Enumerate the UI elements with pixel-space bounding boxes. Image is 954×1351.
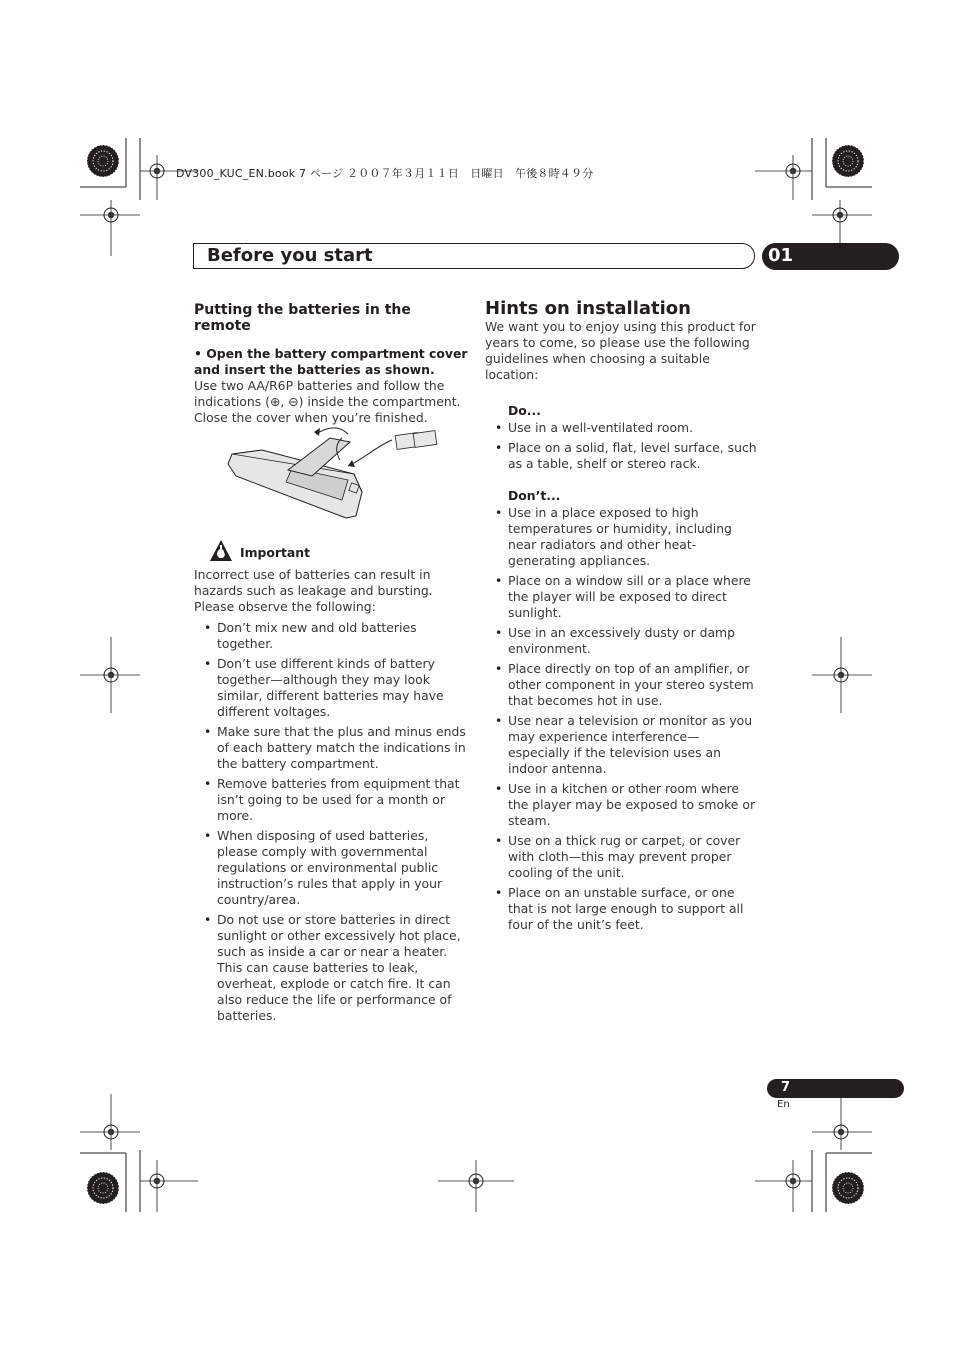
list-item: • Make sure that the plus and minus ends of each battery match the indications in the battery compartment.	[217, 724, 470, 772]
right-column	[485, 298, 761, 937]
list-item: • Place on an unstable surface, or one that is not large enough to support all four of the unit’s feet.	[508, 885, 761, 933]
chapter-number: 01	[768, 245, 794, 266]
dont-list	[508, 505, 761, 933]
section-title: Putting the batteries in the remote	[194, 302, 411, 334]
important-label: Important	[240, 545, 311, 560]
list-item: • Don’t use different kinds of battery together—although they may look similar, different batteries may have different voltages.	[217, 656, 470, 720]
list-item: • Use near a television or monitor as you may experience interference—especially if the television uses an indoor antenna.	[508, 713, 761, 777]
page-language: En	[777, 1099, 790, 1110]
list-item: • Do not use or store batteries in direct sunlight or other excessively hot place, such as inside a car or near a heater. This can cause batteries to leak, overheat, explode or catch fire. It can also reduce the life or performance of batteries.	[217, 912, 470, 1024]
do-list	[508, 420, 761, 472]
remote-battery-illustration	[222, 420, 452, 522]
book-info-line: DV300_KUC_EN.book 7 ページ ２００７年３月１１日 日曜日 午後８時４９分	[176, 167, 594, 180]
page-number: 7	[781, 1080, 791, 1095]
list-item: • Remove batteries from equipment that isn’t going to be used for a month or more.	[217, 776, 470, 824]
list-item: • Use on a thick rug or carpet, or cover with cloth—this may prevent proper cooling of the unit.	[508, 833, 761, 881]
list-item: • Place on a solid, flat, level surface, such as a table, shelf or stereo rack.	[508, 440, 761, 472]
list-item: • Use in a kitchen or other room where the player may be exposed to smoke or steam.	[508, 781, 761, 829]
list-item: • Use in a well-ventilated room.	[508, 420, 761, 436]
important-list	[217, 620, 470, 1024]
hints-title: Hints on installation	[485, 298, 691, 319]
list-item: • Don’t mix new and old batteries together.	[217, 620, 470, 652]
do-label: Do...	[508, 403, 541, 418]
important-section	[194, 567, 470, 1028]
list-item: • Place directly on top of an amplifier, or other component in your stereo system that becomes hot in use.	[508, 661, 761, 709]
hints-intro: We want you to enjoy using this product for years to come, so please use the following guidelines when choosing a suitable location:	[485, 319, 756, 382]
list-item: • Use in a place exposed to high temperatures or humidity, including near radiators and other heat-generating appliances.	[508, 505, 761, 569]
dont-label: Don’t...	[508, 488, 561, 503]
list-item: • When disposing of used batteries, please comply with governmental regulations or environmental public instruction’s rules that apply in your country/area.	[217, 828, 470, 908]
instruction-body: Use two AA/R6P batteries and follow the indications (⊕, ⊖) inside the compartment. Close the cover when you’re finished.	[194, 378, 461, 425]
page-title: Before you start	[207, 245, 373, 266]
important-intro: Incorrect use of batteries can result in hazards such as leakage and bursting. Please observe the following:	[194, 567, 433, 614]
warning-icon	[209, 539, 233, 563]
instruction-bold: • Open the battery compartment cover and insert the batteries as shown.	[194, 346, 468, 377]
left-column	[194, 302, 470, 426]
list-item: • Place on a window sill or a place where the player will be exposed to direct sunlight.	[508, 573, 761, 621]
list-item: • Use in an excessively dusty or damp environment.	[508, 625, 761, 657]
